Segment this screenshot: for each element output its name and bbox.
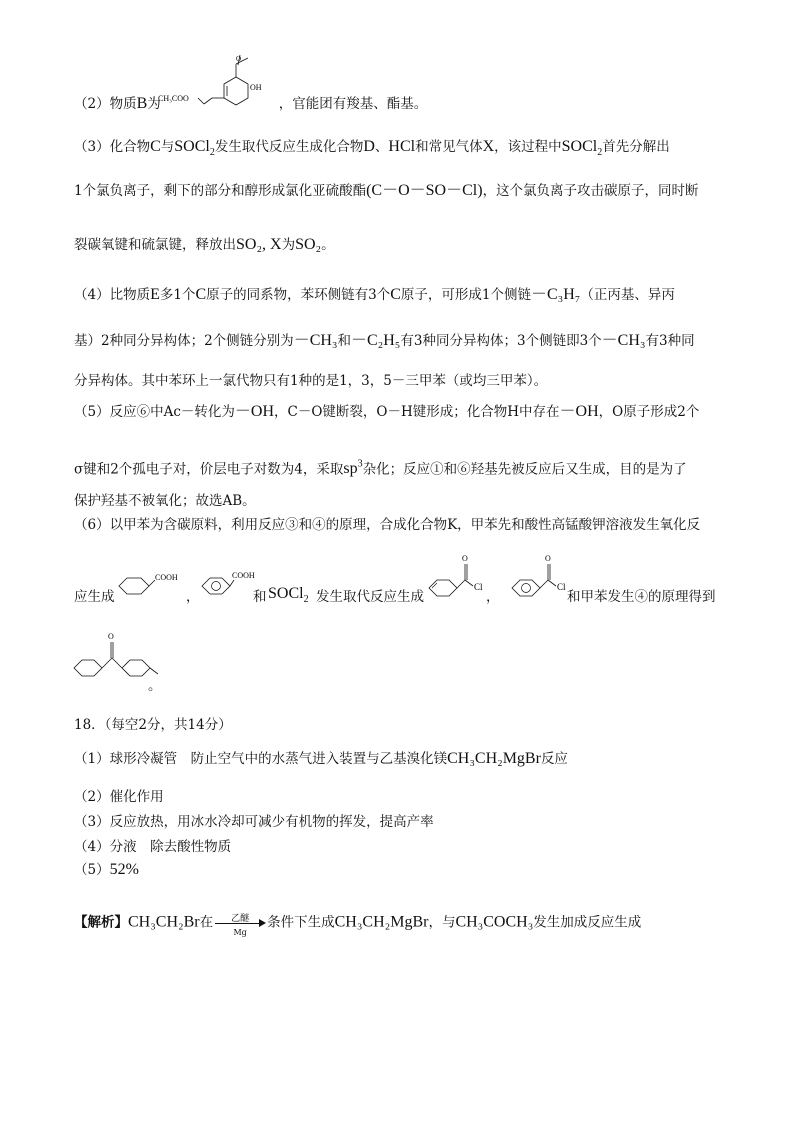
socl-text: SOCl xyxy=(561,138,598,155)
q18-answer5 xyxy=(74,861,734,879)
sp-text: sp xyxy=(343,460,358,478)
q18-header: 18．（每空2分，共14分） xyxy=(74,717,232,733)
grignard-formula: CH₃CH₂MgBr xyxy=(447,750,541,767)
period: 。 xyxy=(148,678,162,694)
text: 反应 xyxy=(540,751,568,767)
sp3-formula: $sp^3$ xyxy=(343,459,363,478)
q18-answer3: （3）反应放热，用冰水冷却可减少有机物的挥发，提高产率 xyxy=(74,814,434,830)
q17-part3-line1 xyxy=(74,138,734,162)
text: 。 xyxy=(321,237,335,253)
acetone-formula: CH₃COCH₃ xyxy=(455,913,534,931)
so2-formula: SO₂ xyxy=(295,236,322,253)
text: 有3种同 xyxy=(645,333,695,349)
benzoic-acid-structure xyxy=(198,566,258,606)
text: ，C－O键断裂，O－H键形成；化合物H中存在 xyxy=(274,404,560,420)
q17-part6-line1 xyxy=(74,516,734,534)
analysis-label: 【解析】 xyxy=(74,914,128,931)
text: 与 xyxy=(160,139,175,155)
text: 基）2种同分异构体；2个侧链分别为 xyxy=(74,333,294,349)
methyl-formula: －CH₃ xyxy=(601,332,646,349)
text: （6）以甲苯为含碳原料，利用反应③和④的原理，合成化合物K，甲苯先和酸性高锰酸钾溶液发生氧化反 xyxy=(74,517,701,533)
grignard-formula: CH₃CH₂MgBr xyxy=(334,913,429,931)
compound-e: E xyxy=(150,286,160,303)
q17-part3-line2 xyxy=(74,182,734,200)
acetoxy-label: CH₃COO xyxy=(158,94,189,103)
cooh-label: COOH xyxy=(232,571,255,580)
hcl-formula: HCl xyxy=(388,138,416,155)
text: 条件下生成 xyxy=(267,914,335,931)
text: （3）化合物 xyxy=(74,139,151,155)
compound-b-structure xyxy=(158,54,278,112)
ethyl-formula: －C₂H₅ xyxy=(351,332,401,349)
text: ，这个氯负离子攻击碳原子，同时断 xyxy=(482,183,699,199)
socl2-formula: SOCl$_2$ xyxy=(174,138,215,159)
text: 应生成 xyxy=(74,589,115,605)
compound-d: D xyxy=(363,138,375,155)
text: 发生取代反应生成 xyxy=(316,589,424,605)
oxygen-label: O xyxy=(545,554,551,563)
benzoic-acid-structure xyxy=(115,566,187,606)
text: 首先分解出 xyxy=(602,139,670,155)
cooh-label: COOH xyxy=(155,573,178,582)
methyl-formula: －CH₃ xyxy=(293,332,338,349)
carbon-symbol: C xyxy=(390,286,401,303)
chlorine-label: Cl xyxy=(474,582,483,592)
text: 发生取代反应生成化合物 xyxy=(214,139,364,155)
text: σ键和2个孤电子对，价层电子对数为4，采取 xyxy=(74,461,344,478)
reaction-arrow xyxy=(215,912,265,937)
q18-answer4: （4）分液 除去酸性物质 xyxy=(74,839,232,855)
q18-analysis-line xyxy=(74,912,734,937)
text: ，与 xyxy=(428,914,456,931)
q17-part5-line1 xyxy=(74,403,734,421)
text: ，官能团有羧基、酯基。 xyxy=(278,96,428,112)
text: 和甲苯发生④的原理得到 xyxy=(567,589,716,605)
oxygen-label: O xyxy=(236,55,242,63)
ester-formula: (C－O－SO－Cl) xyxy=(366,182,483,199)
text: （5） xyxy=(74,862,110,878)
text: ，O原子形成2个 xyxy=(598,404,700,420)
comma: ， xyxy=(186,589,200,605)
text: 保护羟基不被氧化；故选AB。 xyxy=(74,493,256,509)
text: 1个氯负离子，剩下的部分和醇形成氯化亚硫酸酯 xyxy=(74,183,367,199)
hydroxyl-label: OH xyxy=(250,83,262,92)
text: 和 xyxy=(337,333,351,349)
text: 为 xyxy=(281,237,296,253)
text: 原子，可形成1个侧链 xyxy=(400,287,531,303)
q18-answer2: （2）催化作用 xyxy=(74,789,164,805)
benzoyl-chloride-structure xyxy=(508,552,570,608)
text: 发生加成反应生成 xyxy=(533,914,642,931)
text: 和 xyxy=(253,589,267,605)
text: 、 xyxy=(374,139,389,155)
text: 杂化；反应①和⑥羟基先被反应后又生成，目的是为了 xyxy=(362,461,687,478)
text: 多1个 xyxy=(159,287,196,303)
hydroxyl-formula: －OH xyxy=(559,403,599,420)
text: 有3种同分异构体；3个侧链即3个 xyxy=(400,333,602,349)
socl-text: SOCl xyxy=(268,585,304,602)
hydroxyl-formula: －OH xyxy=(234,403,275,420)
q17-part4-line1 xyxy=(74,286,734,304)
oxygen-label: O xyxy=(108,632,114,641)
q17-part5-line2 xyxy=(74,456,734,478)
text: 原子的同系物，苯环侧链有3个 xyxy=(206,287,391,303)
text: ，该过程中 xyxy=(494,139,562,155)
text: 为 xyxy=(147,96,161,112)
q17-part4-line3 xyxy=(74,372,734,390)
text: （2）物质 xyxy=(74,96,137,112)
chlorine-label: Cl xyxy=(557,582,566,592)
text: （正丙基、异丙 xyxy=(580,287,675,303)
text: 分异构体。其中苯环上一氯代物只有1种的是1，3，5－三甲苯（或均三甲苯）。 xyxy=(74,373,548,389)
oxygen-label: O xyxy=(462,554,468,563)
comma: ， xyxy=(486,589,500,605)
text: 和常见气体 xyxy=(415,139,483,155)
q17-part3-line3 xyxy=(74,236,734,254)
text: （1）球形冷凝管 防止空气中的水蒸气进入装置与乙基溴化镁 xyxy=(74,751,448,767)
compound-b: B xyxy=(136,95,148,112)
socl-text: SOCl xyxy=(174,138,210,155)
arrow-condition-bottom: Mg xyxy=(233,928,247,937)
ethyl-bromide-formula: CH₃CH₂Br xyxy=(128,913,200,931)
text: 裂碳氧键和硫氯键，释放出 xyxy=(74,237,236,253)
arrow-condition-top: 乙醚 xyxy=(231,914,250,924)
propyl-formula: －C₃H₇ xyxy=(531,286,581,303)
q17-part4-line2 xyxy=(74,332,734,350)
gas-x: X xyxy=(482,138,495,155)
q17-part5-line3 xyxy=(74,492,734,510)
so2-x-formula: SO₂, X xyxy=(236,236,282,253)
compound-c: C xyxy=(150,138,161,155)
text: （5）反应⑥中Ac－转化为 xyxy=(74,404,235,420)
socl2-formula: SOCl$_2$ xyxy=(561,138,603,159)
q18-answer1 xyxy=(74,750,734,768)
text: （4）比物质 xyxy=(74,287,151,303)
carbon-symbol: C xyxy=(195,286,207,303)
yield-value: 52% xyxy=(109,861,139,878)
benzoyl-chloride-structure xyxy=(425,552,487,608)
socl2-formula: SOCl$_2$ xyxy=(268,585,309,606)
text: 在 xyxy=(199,914,214,931)
